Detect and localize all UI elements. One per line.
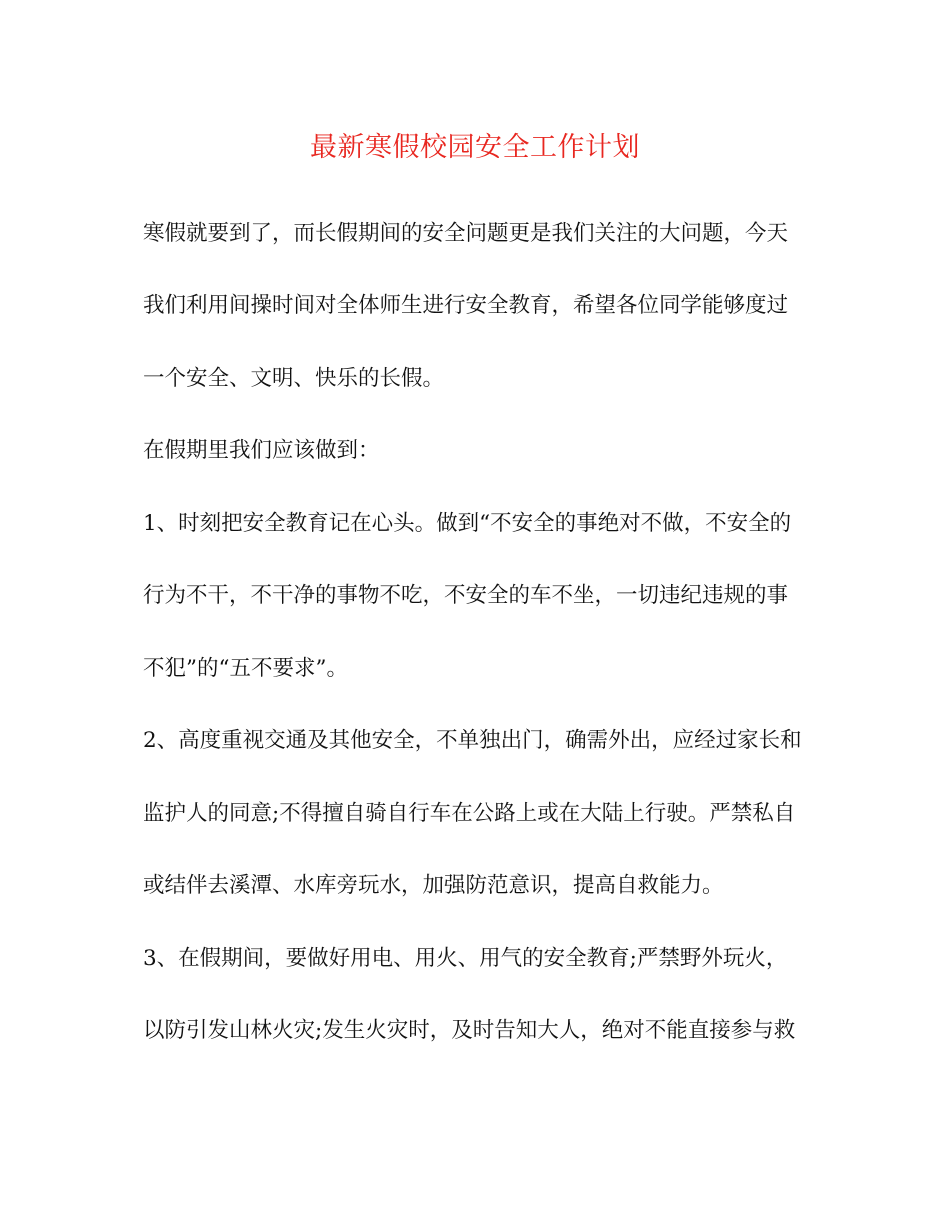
paragraph-line: 监护人的同意;不得擅自骑自行车在公路上或在大陆上行驶。严禁私自 [143, 801, 796, 826]
paragraph-line: 1、时刻把安全教育记在心头。做到“不安全的事绝对不做，不安全的 [143, 511, 792, 536]
paragraph-line: 3、在假期间，要做好用电、用火、用气的安全教育;严禁野外玩火， [143, 946, 788, 971]
paragraph-line: 寒假就要到了，而长假期间的安全问题更是我们关注的大问题，今天 [143, 221, 789, 246]
paragraph-line: 一个安全、文明、快乐的长假。 [143, 366, 445, 391]
paragraph-line: 行为不干，不干净的事物不吃，不安全的车不坐，一切违纪违规的事 [143, 583, 789, 608]
paragraph-line: 2、高度重视交通及其他安全，不单独出门，确需外出，应经过家长和 [143, 728, 802, 753]
paragraph-line: 我们利用间操时间对全体师生进行安全教育，希望各位同学能够度过 [143, 293, 789, 318]
paragraph-line: 或结伴去溪潭、水库旁玩水，加强防范意识，提高自救能力。 [143, 873, 724, 898]
paragraph-line: 在假期里我们应该做到： [143, 438, 380, 463]
document-title: 最新寒假校园安全工作计划 [310, 132, 640, 163]
paragraph-line: 不犯”的“五不要求”。 [143, 656, 348, 681]
paragraph-line: 以防引发山林火灾;发生火灾时，及时告知大人，绝对不能直接参与救 [143, 1018, 796, 1043]
